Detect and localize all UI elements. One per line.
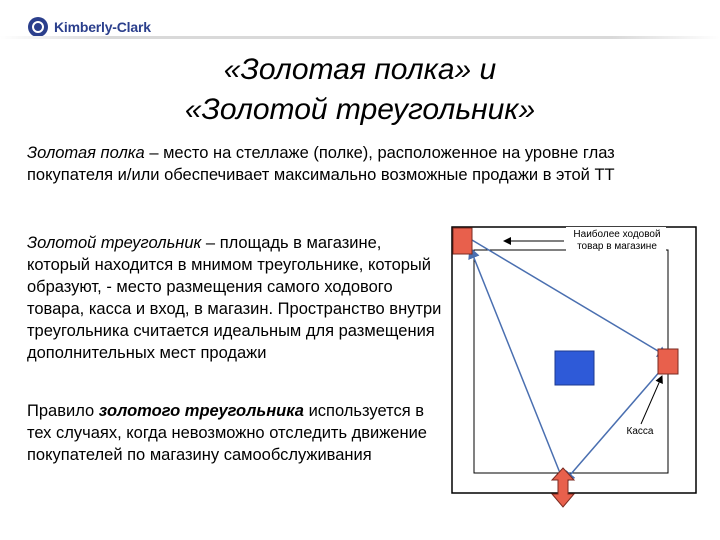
center-display-square [555,351,594,385]
title-line-1: «Золотая полка» и [223,53,497,86]
triangle-rule-term: золотого треугольника [98,402,304,420]
golden-shelf-definition: – место на стеллаже (полке), расположенное на уровне глаз покупателя и/или обеспечивает максимально возможные продажи в этой ТТ [27,144,615,184]
cashier-label: Касса [626,426,654,437]
golden-triangle-definition: – площадь в магазине, который находится в мнимом треугольнике, который образуют, - место размещения самого ходового товара, касса и вход, в магазин. Пространство внутри треугольника считается идеальным для размещения дополнительных мест продажи [27,234,442,362]
golden-shelf-term: Золотая полка [27,144,145,162]
golden-triangle-term: Золотой треугольник [27,234,202,252]
top-product-shelf [453,228,472,254]
cashier-block [658,349,678,374]
cashier-pointer [641,376,662,424]
top-product-label-line-1: Наиболее ходовой [573,229,661,240]
triangle-rule-rest: используется в тех случаях, когда невозможно отследить движение покупателей по магазину самообслуживания [27,402,427,464]
title-line-2: «Золотой треугольник» [184,93,536,126]
logo-text: Kimberly-Clark [54,19,151,35]
triangle-rule-lead: Правило [27,402,99,420]
top-product-label-line-2: товар в магазине [577,241,657,252]
